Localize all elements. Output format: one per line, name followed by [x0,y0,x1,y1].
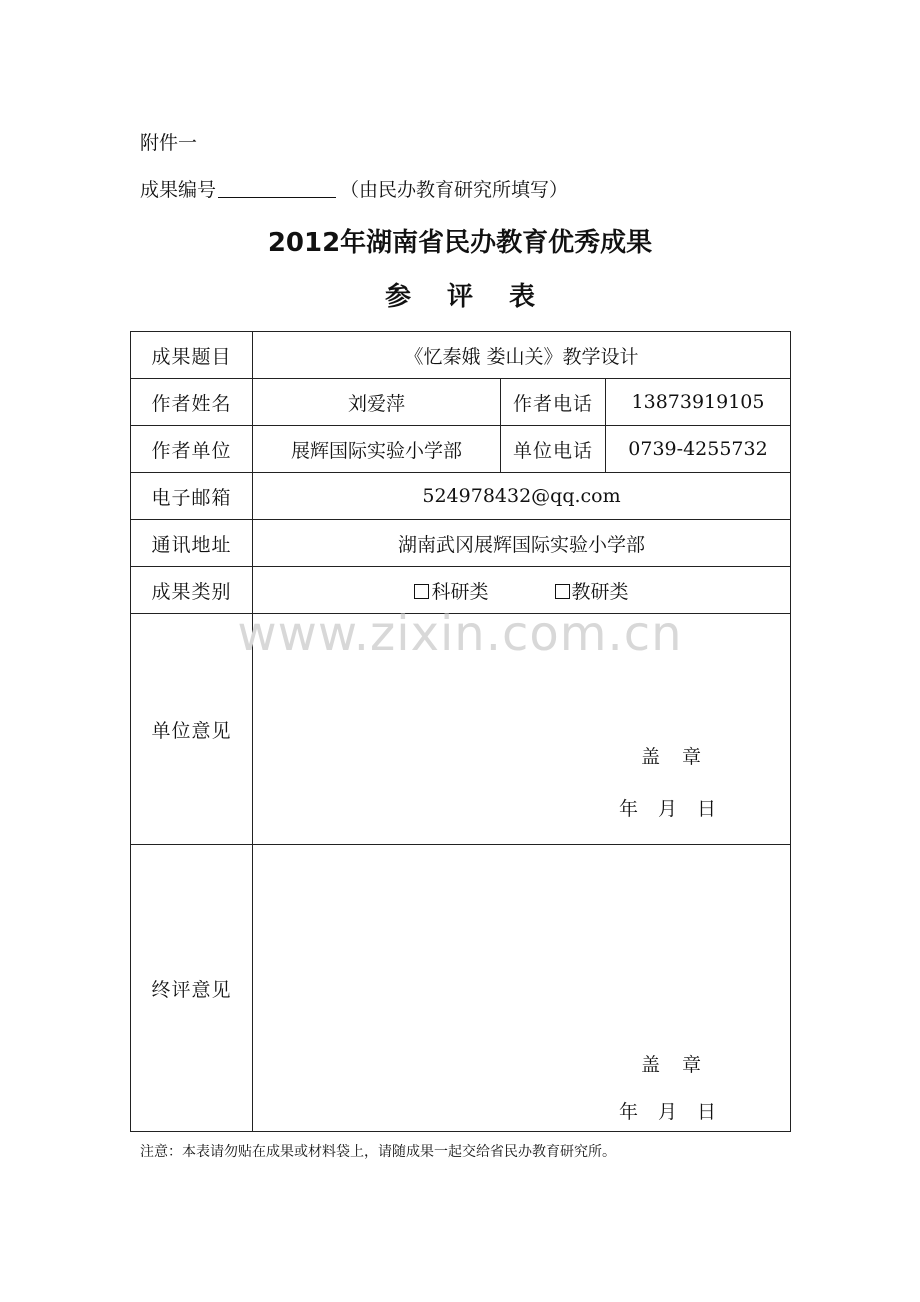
author-phone-label: 作者电话 [501,379,606,426]
final-opinion-field[interactable] [253,845,791,1132]
author-unit-label: 作者单位 [131,426,253,473]
unit-phone-label: 单位电话 [501,426,606,473]
author-name-label: 作者姓名 [131,379,253,426]
unit-phone-value: 0739-4255732 [606,426,791,473]
author-phone-value: 13873919105 [606,379,791,426]
email-label: 电子邮箱 [131,473,253,520]
unit-opinion-date: 年月日 [619,798,737,820]
serial-number-label: 成果编号 [140,179,217,201]
category-label: 成果类别 [131,567,253,614]
unit-opinion-label: 单位意见 [131,614,253,845]
topic-label: 成果题目 [131,332,253,379]
page-title: 2012年湖南省民办教育优秀成果 [267,228,653,258]
topic-value: 《忆秦娥 娄山关》教学设计 [253,332,791,379]
form-row-email [131,473,791,520]
email-value: 524978432@qq.com [253,473,791,520]
footer-note: 注意：本表请勿贴在成果或材料袋上，请随成果一起交给省民办教育研究所。 [140,1144,616,1160]
author-unit-value: 展辉国际实验小学部 [253,426,501,473]
attachment-label: 附件一 [140,132,198,154]
category-option-research[interactable]: 科研类 [414,577,488,604]
address-value: 湖南武冈展辉国际实验小学部 [253,520,791,567]
checkbox-icon[interactable] [555,584,570,599]
watermark: www.zixin.com.cn [237,606,683,662]
unit-opinion-stamp: 盖章 [641,746,724,768]
evaluation-form [130,331,791,1132]
form-row-author [131,379,791,426]
form-row-unit [131,426,791,473]
serial-number-note: （由民办教育研究所填写） [340,179,569,201]
serial-number-line [140,175,568,202]
form-row-address [131,520,791,567]
final-opinion-date: 年月日 [619,1101,737,1123]
address-label: 通讯地址 [131,520,253,567]
final-opinion-stamp: 盖章 [641,1054,724,1076]
form-row-final-opinion [131,845,791,1132]
page-subtitle: 参评表 [384,282,571,312]
checkbox-icon[interactable] [414,584,429,599]
form-row-topic [131,332,791,379]
category-option-teaching[interactable]: 教研类 [555,577,629,604]
author-name-value: 刘爱萍 [253,379,501,426]
final-opinion-label: 终评意见 [131,845,253,1132]
serial-number-blank[interactable] [218,179,336,198]
